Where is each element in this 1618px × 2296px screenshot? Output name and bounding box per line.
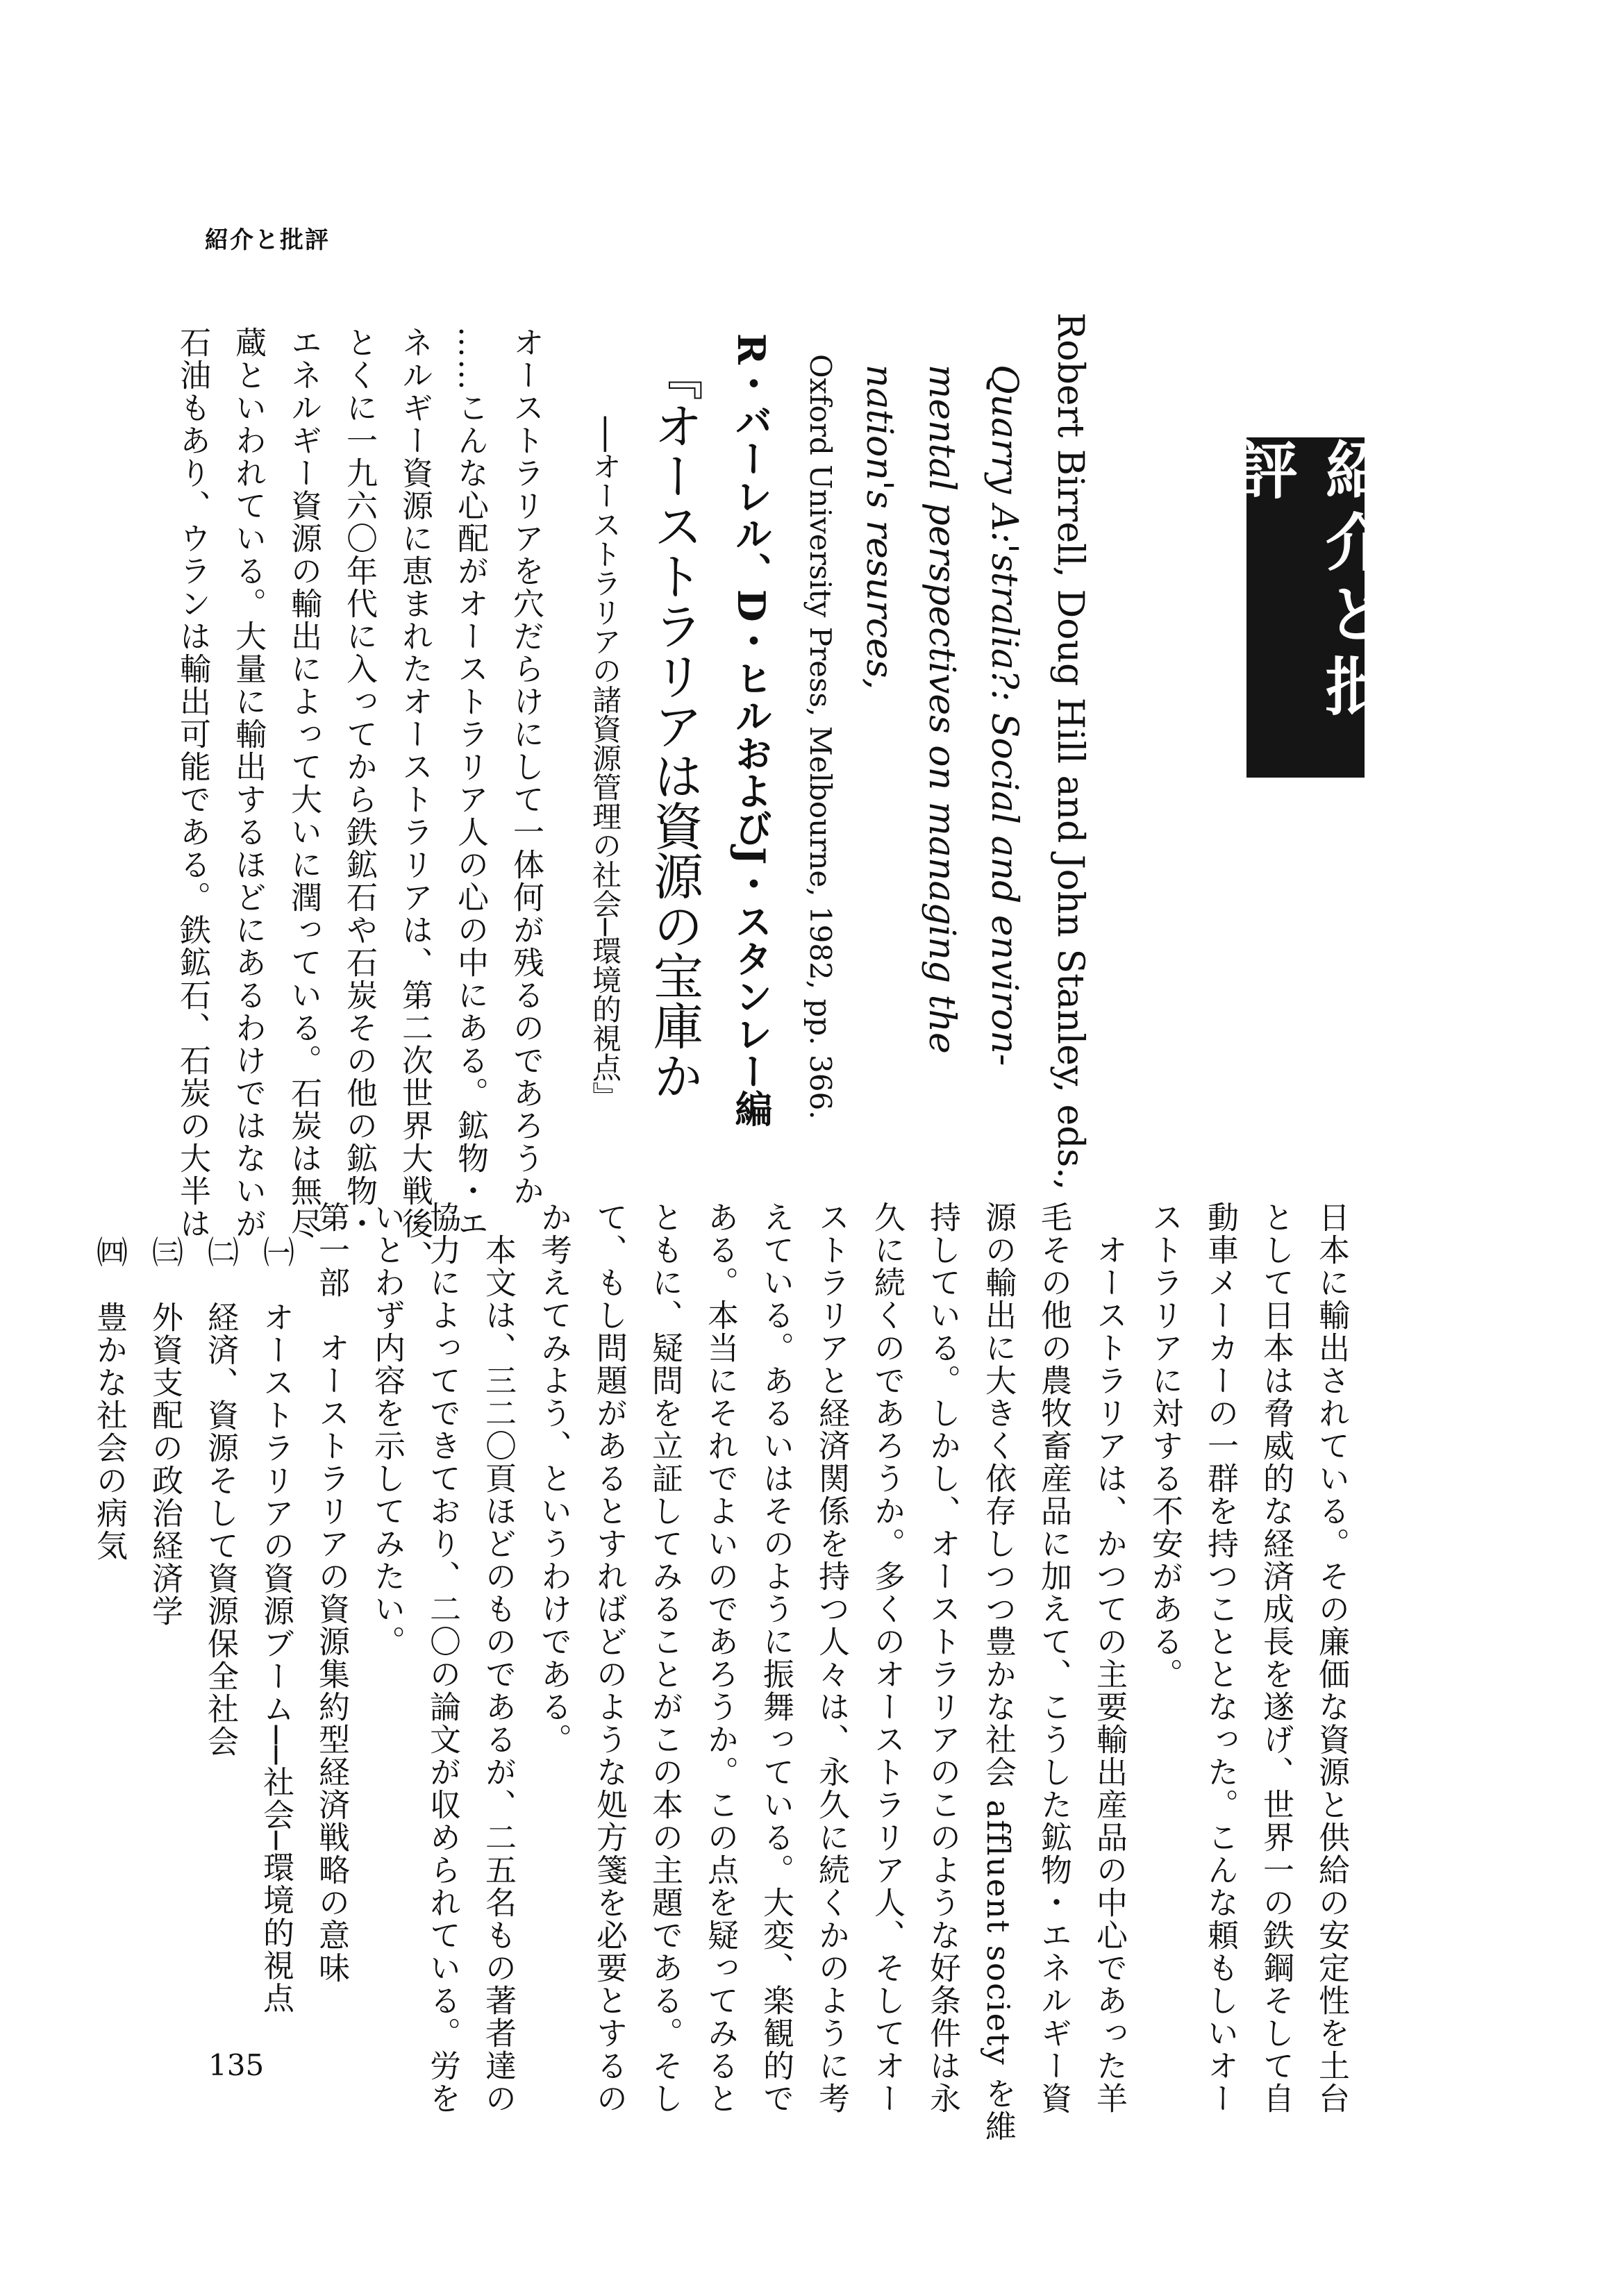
body-line: オーストラリアを穴だらけにして一体何が残るのであろうか [508, 326, 544, 1207]
bib-title-line: Quarry A:'stralia?: Social and environ- [983, 364, 1025, 1066]
body-line: ネルギー資源に恵まれたオーストラリアは、第二次世界大戦後、 [397, 326, 433, 1273]
body-line: 源の輸出に大きく依存しつつ豊かな社会 affluent society を維 [980, 1201, 1017, 2143]
bib-title-line: mental perspectives on managing the [921, 364, 962, 1054]
running-head: 紹介と批評 [205, 226, 330, 254]
body-line: ストラリアと経済関係を持つ人々は、永久に続くかのように考 [813, 1201, 850, 2115]
body-line: て、もし問題があるとすればどのような処方箋を必要とするの [591, 1201, 628, 2115]
body-line: エネルギー資源の輸出によって大いに潤っている。石炭は無尽 [285, 326, 322, 1240]
body-line: 毛その他の農牧畜産品に加えて、こうした鉱物・エネルギー資 [1035, 1201, 1072, 2115]
section-label-box [1224, 437, 1387, 778]
body-line: いとわず内容を示してみたい。 [369, 1201, 406, 1658]
body-line: オーストラリアは、かつての主要輸出産品の中心であった羊 [1091, 1201, 1128, 2115]
body-line: ともに、疑問を立証してみることがこの本の主題である。そし [647, 1201, 683, 2115]
section-label: 紹介と批評 [1224, 437, 1387, 726]
body-line: 協力によってできており、二〇の論文が収められている。労を [424, 1201, 461, 2115]
body-line: として日本は脅威的な経済成長を遂げ、世界一の鉄鋼そして自 [1258, 1201, 1294, 2115]
body-line: 動車メーカーの一群を持つこととなった。こんな頼もしいオー [1202, 1201, 1239, 2115]
bib-publisher: Oxford University Press, Melbourne, 1982, pp. 366. [803, 354, 837, 1120]
body-line: 第一部 オーストラリアの資源集約型経済戦略の意味 [313, 1201, 350, 1984]
bib-authors: Robert Birrell, Doug Hill and John Stanley, eds., [1049, 312, 1091, 1191]
body-line: 持している。しかし、オーストラリアのこのような好条件は永 [924, 1201, 961, 2115]
book-title: 『オーストラリアは資源の宝庫か [645, 351, 703, 1100]
body-line: ……こんな心配がオーストラリア人の心の中にある。鉱物・エ [452, 326, 489, 1240]
editors-line: R・バーレル、D・ヒルおよびJ・スタンレー編 [729, 333, 774, 1128]
body-line: ㈡ 経済、資源そして資源保全社会 [202, 1236, 239, 1758]
body-line: ㈢ 外資支配の政治経済学 [147, 1236, 183, 1627]
body-line: とくに一九六〇年代に入ってから鉄鉱石や石炭その他の鉱物・ [341, 326, 378, 1240]
body-line: えている。あるいはそのように振舞っている。大変、楽観的で [758, 1201, 794, 2115]
body-line: ストラリアに対する不安がある。 [1146, 1201, 1183, 1691]
body-line: ㈠ オーストラリアの資源ブーム──社会─環境的視点 [258, 1236, 294, 2015]
body-line: 石油もあり、ウランは輸出可能である。鉄鉱石、石炭の大半は [174, 326, 211, 1240]
book-subtitle: ──オーストラリアの諸資源管理の社会─環境的視点』 [588, 417, 622, 1111]
body-line: ある。本当にそれでよいのであろうか。この点を疑ってみると [702, 1201, 739, 2115]
body-line: ㈣ 豊かな社会の病気 [91, 1236, 128, 1562]
body-line: 久に続くのであろうか。多くのオーストラリア人、そしてオー [869, 1201, 906, 2115]
body-line: 蔵といわれている。大量に輸出するほどにあるわけではないが [230, 326, 267, 1240]
body-line: 本文は、三二〇頁ほどのものであるが、二五名もの著者達の [480, 1201, 517, 2115]
page-number: 135 [208, 2048, 265, 2082]
body-line: 日本に輸出されている。その廉価な資源と供給の安定性を土台 [1313, 1201, 1350, 2115]
bib-title-line: nation's resurces, [858, 364, 900, 690]
body-line: か考えてみよう、というわけである。 [535, 1201, 572, 1756]
